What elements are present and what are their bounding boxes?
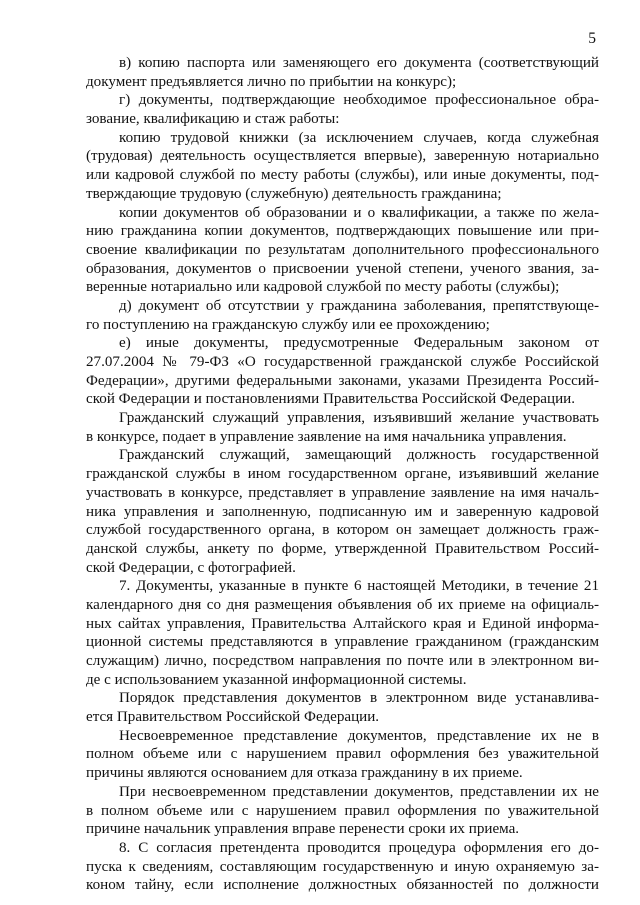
text-line: де с использованием указанной информационной системы. xyxy=(86,671,467,688)
text-line: Федерации», другими федеральными законами, указами Президента Россий- xyxy=(86,372,599,389)
text-line: пуска к сведениям, составляющим государственную и иную охраняемую за- xyxy=(86,858,599,875)
text-line: причины являются основанием для отказа гражданину в их приеме. xyxy=(86,765,523,782)
text-line: образования, документов о присвоении ученой степени, ученого звания, за- xyxy=(86,260,599,277)
text-line: своение квалификации по результатам дополнительного профессионального xyxy=(86,241,599,258)
text-line: ционной системы представляются в управление гражданином (гражданским xyxy=(86,634,599,651)
text-line: ской Федерации и постановлениями Правительства Российской Федерации. xyxy=(86,391,576,408)
text-line: ется Правительством Российской Федерации. xyxy=(86,709,380,726)
text-line: г) документы, подтверждающие необходимое профессиональное обра- xyxy=(119,92,599,109)
text-line: полном объеме или с нарушением правил оформления без уважительной xyxy=(86,746,599,763)
text-line: Порядок представления документов в электронном виде устанавлива- xyxy=(119,690,599,707)
text-line: нию гражданина копии документов, подтверждающих повышение или при- xyxy=(86,223,599,240)
text-line: в полном объеме или с нарушением правил оформления по уважительной xyxy=(86,802,599,819)
text-line: зование, квалификацию и стаж работы: xyxy=(86,111,340,128)
text-line: го поступлению на гражданскую службу или ее прохождению; xyxy=(86,316,490,333)
text-line: Гражданский служащий, замещающий должность государственной xyxy=(119,447,599,464)
text-line: служащим) лично, посредством направления по почте или в электронном ви- xyxy=(86,653,599,669)
text-line: копии документов об образовании и о квалификации, а также по жела- xyxy=(119,204,599,221)
text-line: 27.07.2004 № 79-ФЗ «О государственной гражданской службе Российской xyxy=(86,354,599,370)
text-line: веренные нотариально или кадровой службой по месту работы (службы); xyxy=(86,279,560,296)
text-line: причине начальник управления вправе перенести сроки их приема. xyxy=(86,821,520,838)
text-line: календарного дня со дня размещения объявления об их приеме на официаль- xyxy=(86,596,599,613)
text-line: Гражданский служащий управления, изъявивший желание участвовать xyxy=(119,410,599,427)
text-line: гражданской службы в ином государственном органе, изъявивший желание xyxy=(86,466,599,483)
document-body xyxy=(86,54,599,895)
text-line: участвовать в конкурсе, представляет в управление заявление на имя началь- xyxy=(86,484,599,501)
text-line: данской службы, анкету по форме, утвержденной Правительством Россий- xyxy=(86,540,599,557)
text-line: документ предъявляется лично по прибытии на конкурс); xyxy=(86,73,457,90)
text-line: коном тайну, если исполнение должностных обязанностей по должности xyxy=(86,877,599,894)
text-line: тверждающие трудовую (служебную) деятельность гражданина; xyxy=(86,185,502,202)
text-line: в) копию паспорта или заменяющего его документа (соответствующий xyxy=(119,55,599,71)
text-line: ных сайтах управления, Правительства Алтайского края и Единой информа- xyxy=(86,615,599,632)
text-line: ской Федерации, с фотографией. xyxy=(86,559,296,576)
text-line: е) иные документы, предусмотренные Федеральным законом от xyxy=(119,335,599,352)
text-line: службой государственного органа, в котором он замещает должность граж- xyxy=(86,522,599,539)
text-line: д) документ об отсутствии у гражданина заболевания, препятствующе- xyxy=(119,297,599,314)
text-line: (трудовая) деятельность осуществляется впервые), заверенную нотариально xyxy=(86,148,599,165)
text-line: копию трудовой книжки (за исключением случаев, когда служебная xyxy=(119,129,599,146)
text-line: или кадровой службой по месту работы (службы), или иные документы, под- xyxy=(86,167,599,184)
text-line: Несвоевременное представление документов, представление их не в xyxy=(119,727,599,744)
text-line: в конкурсе, подает в управление заявление на имя начальника управления. xyxy=(86,428,567,445)
page-number: 5 xyxy=(588,30,596,47)
text-line: 7. Документы, указанные в пункте 6 настоящей Методики, в течение 21 xyxy=(119,578,599,595)
text-line: При несвоевременном представлении документов, представлении их не xyxy=(119,783,599,800)
text-line: 8. С согласия претендента проводится процедура оформления его до- xyxy=(119,839,599,856)
text-line: ника управления и заполненную, подписанную им и заверенную кадровой xyxy=(86,503,599,520)
